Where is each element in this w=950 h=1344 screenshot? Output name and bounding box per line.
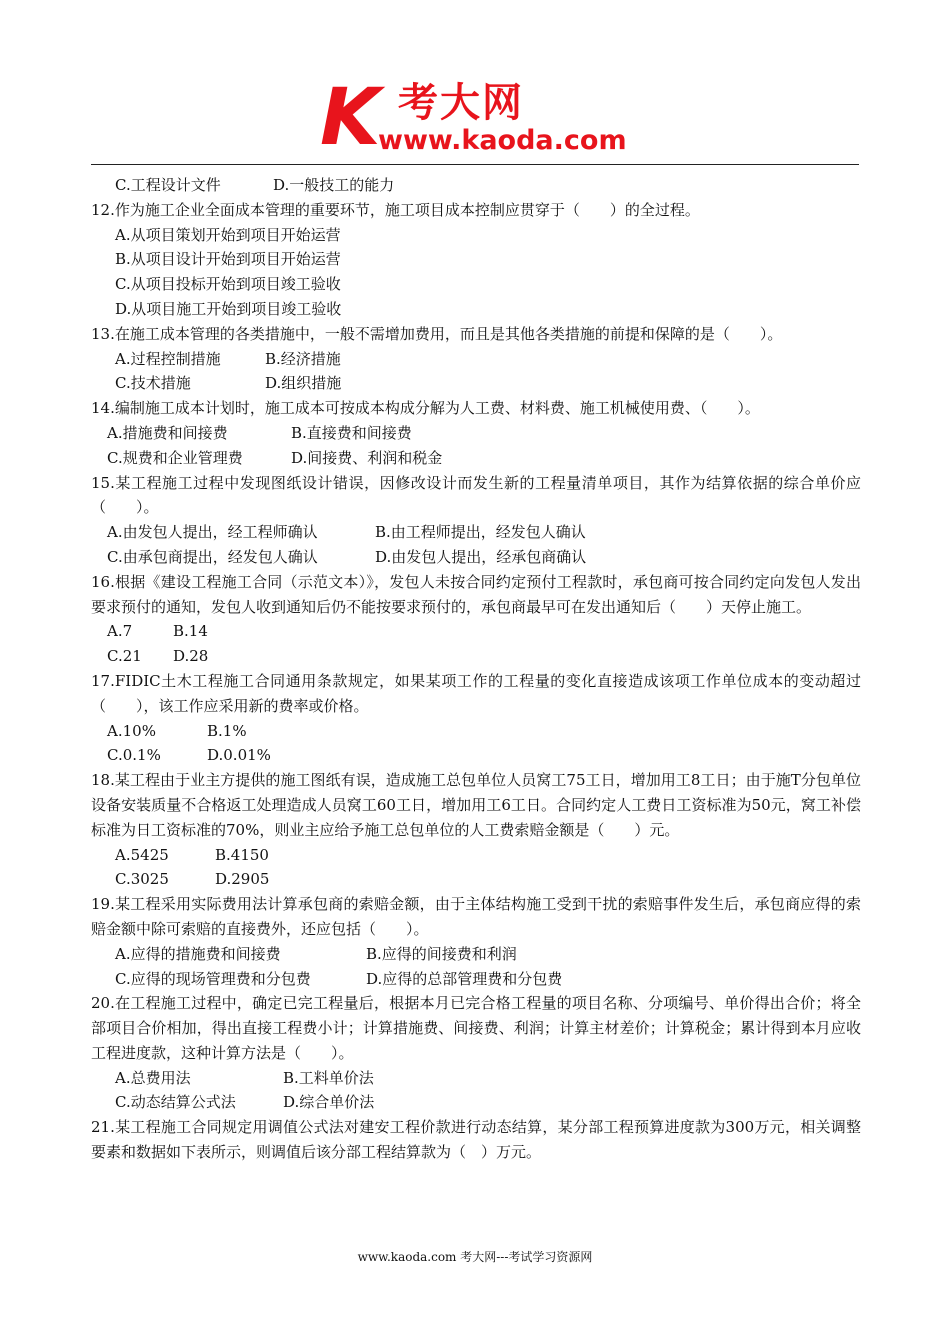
option-b: B.应得的间接费和利润 (366, 944, 517, 963)
option-d: D.0.01% (207, 746, 271, 765)
q19-options-cd (91, 967, 861, 992)
q12-option-b: B.从项目设计开始到项目开始运营 (115, 250, 341, 269)
option-b: B.经济措施 (265, 349, 341, 368)
option-d: D.由发包人提出，经承包商确认 (375, 547, 587, 566)
q20-options-ab (91, 1066, 861, 1091)
option-c: C.应得的现场管理费和分包费 (115, 969, 311, 988)
option-b: B.4150 (215, 845, 269, 864)
option-d: D.组织措施 (265, 374, 342, 393)
q14-options-cd (91, 446, 861, 471)
option-c: C.动态结算公式法 (115, 1093, 236, 1112)
q13-options-cd (91, 371, 861, 396)
q19-stem: 19.某工程采用实际费用法计算承包商的索赔金额，由于主体结构施工受到干扰的索赔事件发生后，承包商应得的索赔金额中除可索赔的直接费外，还应包括（ ）。 (91, 895, 861, 938)
option-a: A.10% (107, 721, 156, 740)
logo-k-letter: K (320, 73, 381, 163)
q12-stem: 12.作为施工企业全面成本管理的重要环节，施工项目成本控制应贯穿于（ ）的全过程。 (91, 200, 700, 219)
q20-stem: 20.在工程施工过程中，确定已完工程量后，根据本月已完合格工程量的项目名称、分项编号、单价得出合价；将全部项目合价相加，得出直接工程费小计；计算措施费、间接费、利润；计算主材差价；计算税金；累计得到本月应收工程进度款，这种计算方法是（ ）。 (91, 994, 861, 1062)
kaoda-logo (320, 73, 640, 163)
option-d: D.一般技工的能力 (273, 176, 395, 194)
option-d: D.2905 (215, 870, 270, 889)
option-b: B.14 (173, 622, 208, 641)
option-a: A.由发包人提出，经工程师确认 (107, 523, 318, 542)
page-footer: www.kaoda.com 考大网---考试学习资源网 (357, 1250, 593, 1264)
q16-options-ab (91, 619, 861, 644)
option-a: A.5425 (115, 845, 169, 864)
option-a: A.过程控制措施 (115, 349, 221, 368)
option-c: C.21 (107, 647, 142, 666)
header-divider (91, 164, 859, 165)
q21-stem: 21.某工程施工合同规定用调值公式法对建安工程价款进行动态结算，某分部工程预算进度款为300万元，相关调整要素和数据如下表所示，则调值后该分部工程结算款为（ ）万元。 (91, 1118, 861, 1162)
logo-chinese-name: 考大网 (398, 80, 524, 126)
q13-options-ab (91, 347, 861, 372)
option-d: D.28 (173, 647, 209, 666)
option-d: D.应得的总部管理费和分包费 (366, 969, 563, 988)
option-d: D.综合单价法 (283, 1093, 375, 1112)
logo-url: www.kaoda.com (378, 125, 627, 156)
option-b: B.工料单价法 (283, 1068, 374, 1087)
option-b: B.1% (207, 721, 247, 740)
option-c: C.3025 (115, 870, 169, 889)
q15-options-ab (91, 520, 861, 545)
q19-options-ab (91, 942, 861, 967)
q12-option-a: A.从项目策划开始到项目开始运营 (115, 225, 341, 244)
option-c: C.工程设计文件 (115, 176, 221, 194)
option-c: C.由承包商提出，经发包人确认 (107, 547, 318, 566)
option-c: C.0.1% (107, 746, 161, 765)
q17-options-cd (91, 743, 861, 768)
option-c: C.技术措施 (115, 374, 191, 393)
q16-options-cd (91, 644, 861, 669)
q20-options-cd (91, 1090, 861, 1115)
q13-stem: 13.在施工成本管理的各类措施中，一般不需增加费用，而且是其他各类措施的前提和保障的是（ ）。 (91, 324, 783, 343)
option-a: A.应得的措施费和间接费 (115, 944, 281, 963)
exam-questions (91, 173, 861, 1165)
option-d: D.间接费、利润和税金 (291, 448, 443, 467)
q16-stem: 16.根据《建设工程施工合同（示范文本）》，发包人未按合同约定预付工程款时，承包商可按合同约定向发包人发出要求预付的通知，发包人收到通知后仍不能按要求预付的，承包商最早可在发出通知后（ ）天停止施工。 (91, 572, 861, 616)
q15-stem: 15.某工程施工过程中发现图纸设计错误，因修改设计而发生新的工程量清单项目，其作为结算依据的综合单价应（ ）。 (91, 473, 861, 517)
q18-options-ab (91, 843, 861, 868)
q14-stem: 14.编制施工成本计划时，施工成本可按成本构成分解为人工费、材料费、施工机械使用费、（ ）。 (91, 399, 760, 418)
q12-option-d: D.从项目施工开始到项目竣工验收 (115, 299, 342, 318)
q18-options-cd (91, 867, 861, 892)
q14-options-ab (91, 421, 861, 446)
option-c: C.规费和企业管理费 (107, 448, 243, 467)
option-a: A.措施费和间接费 (107, 423, 228, 442)
q15-options-cd (91, 545, 861, 570)
q17-options-ab (91, 719, 861, 744)
option-a: A.7 (107, 622, 133, 641)
q18-stem: 18.某工程由于业主方提供的施工图纸有误，造成施工总包单位人员窝工75工日，增加用工8工日；由于施T分包单位设备安装质量不合格返工处理造成人员窝工60工日，增加用工6工日。合同约定人工费日工资标准为50元，窝工补偿标准为日工资标准的70%，则业主应给予施工总包单位的人工费索赔金额是（ ）元。 (91, 771, 861, 839)
option-b: B.直接费和间接费 (291, 423, 412, 442)
q12-option-c: C.从项目投标开始到项目竣工验收 (115, 275, 341, 294)
q11-options-cd (91, 173, 861, 198)
option-a: A.总费用法 (115, 1068, 191, 1087)
q17-stem: 17.FIDIC土木工程施工合同通用条款规定，如果某项工作的工程量的变化直接造成该项工作单位成本的变动超过（ ），该工作应采用新的费率或价格。 (91, 671, 861, 715)
option-b: B.由工程师提出，经发包人确认 (375, 523, 586, 542)
